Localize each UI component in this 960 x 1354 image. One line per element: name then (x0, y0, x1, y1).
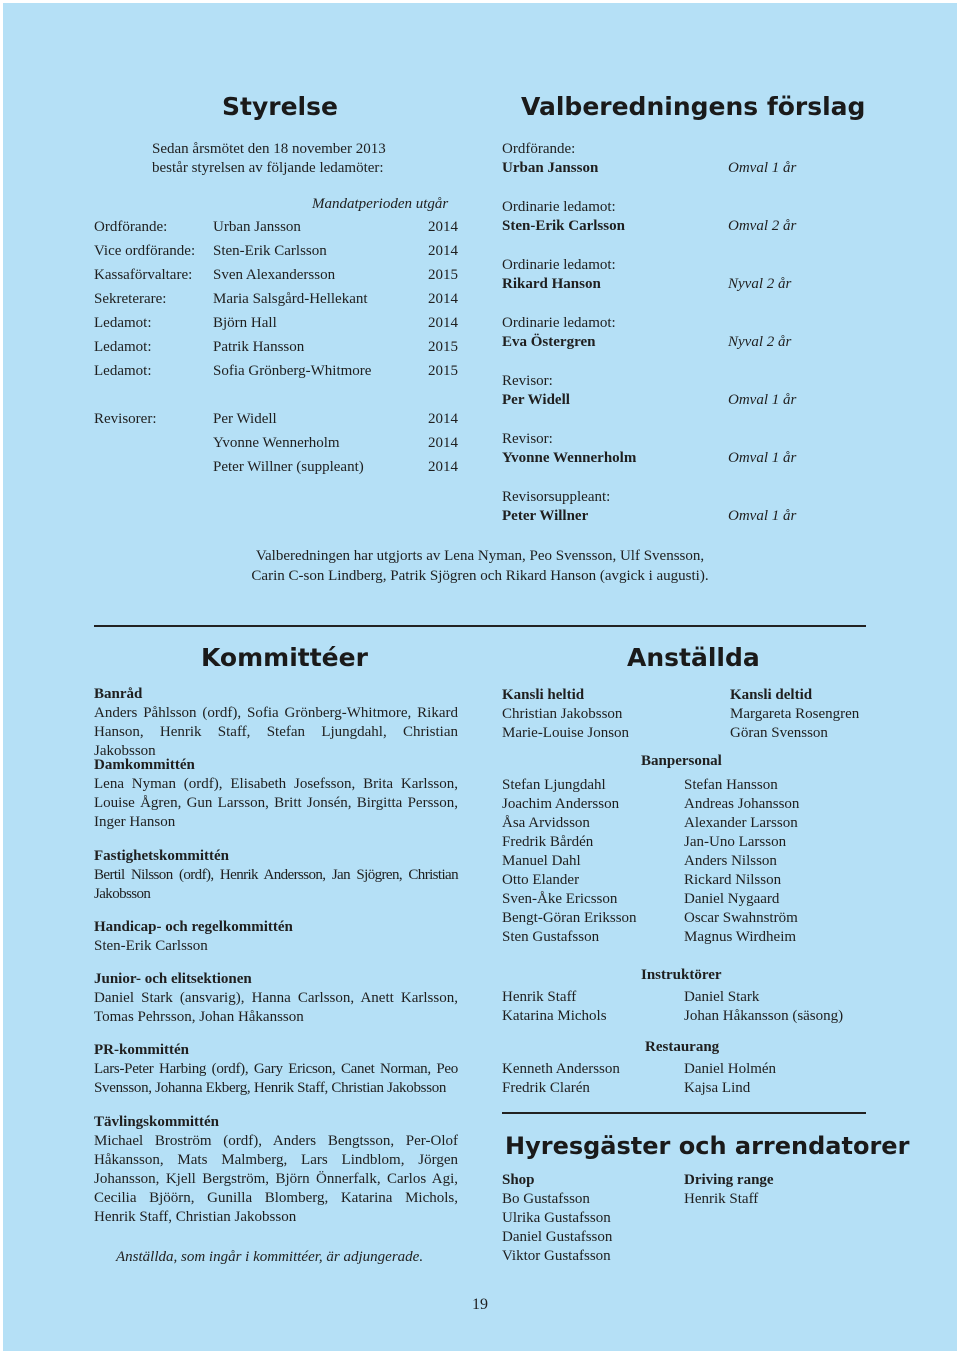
valberedning-role: Revisorsuppleant: (502, 489, 611, 505)
employee-name: Daniel Stark (684, 989, 760, 1005)
valberedning-term: Omval 1 år (728, 392, 797, 408)
instruktorer-right (684, 988, 864, 1026)
valberedning-note-line1: Valberedningen har utgjorts av Lena Nyman, Peo Svensson, Ulf Svensson, (255, 548, 705, 564)
employee-name: Oscar Swahnström (684, 910, 798, 926)
employee-name: Henrik Staff (502, 989, 577, 1005)
board-year: 2014 (428, 315, 458, 331)
committee (94, 918, 458, 956)
shop (502, 1171, 672, 1266)
valberedning-role: Ordförande: (502, 141, 576, 157)
valberedning-name: Peter Willner (502, 508, 589, 524)
board-role: Ledamot: (94, 315, 152, 331)
kansli-heltid (502, 686, 672, 743)
committee (94, 847, 458, 904)
committee-members: Michael Broström (ordf), Anders Bengtsson, Per-Olof Håkansson, Mats Malmberg, Lars Lindblom, Jörgen Johansson, Kjell Bergström, Björn Önnerfalk, Carlos Agi, Cecilia Bjöörn, Gunilla Blomberg, Katarina Michols, Henrik Staff, Christian Jakobsson (94, 1133, 458, 1225)
hyresgaster-title: Hyresgäster och arrendatorer (505, 1132, 910, 1160)
valberedning-role: Ordinarie ledamot: (502, 315, 616, 331)
valberedning-term: Omval 2 år (728, 218, 797, 234)
styrelse-intro-line2: består styrelsen av följande ledamöter: (152, 160, 384, 176)
valberedning-name: Sten-Erik Carlsson (502, 218, 625, 234)
valberedning-role: Ordinarie ledamot: (502, 199, 616, 215)
committee-name: Fastighetskommittén (94, 848, 229, 864)
employee-name: Christian Jakobsson (502, 706, 623, 722)
board-name: Sofia Grönberg-Whitmore (213, 363, 372, 379)
valberedning-item (502, 488, 822, 528)
valberedning-role: Revisor: (502, 373, 553, 389)
valberedning-term: Omval 1 år (728, 160, 797, 176)
board-row (94, 218, 458, 242)
employee-name: Jan-Uno Larsson (684, 834, 787, 850)
employee-name: Anders Nilsson (684, 853, 777, 869)
employee-name: Kajsa Lind (684, 1080, 751, 1096)
driving-range (684, 1171, 864, 1209)
valberedning-term: Omval 1 år (728, 508, 797, 524)
committee-members: Lars-Peter Harbing (ordf), Gary Ericson, Canet Norman, Peo Svensson, Johanna Ekberg, Henrik Staff, Christian Jakobsson (94, 1061, 458, 1096)
valberedning-term: Nyval 2 år (728, 334, 792, 350)
board-row (94, 458, 458, 482)
banpersonal-heading: Banpersonal (641, 753, 722, 769)
committee (94, 970, 458, 1027)
board-role: Ledamot: (94, 339, 152, 355)
anstallda-title: Anställda (627, 643, 760, 672)
employee-name: Andreas Johansson (684, 796, 800, 812)
valberedning-note-line2: Carin C-son Lindberg, Patrik Sjögren och Rikard Hanson (avgick i augusti). (251, 568, 709, 584)
kommitteer-footnote: Anställda, som ingår i kommittéer, är adjungerade. (116, 1249, 424, 1265)
shop-heading: Shop (502, 1172, 535, 1188)
section-divider (94, 625, 866, 627)
tenant-name: Viktor Gustafsson (502, 1248, 611, 1264)
committee (94, 1113, 458, 1227)
employee-name: Margareta Rosengren (730, 706, 860, 722)
valberedning-term: Nyval 2 år (728, 276, 792, 292)
hyresgaster-divider (502, 1112, 866, 1114)
committee-members: Daniel Stark (ansvarig), Hanna Carlsson, Anett Karlsson, Tomas Pehrsson, Johan Håkansson (94, 990, 458, 1025)
employee-name: Bengt-Göran Eriksson (502, 910, 637, 926)
board-row (94, 410, 458, 434)
tenant-name: Daniel Gustafsson (502, 1229, 613, 1245)
employee-name: Göran Svensson (730, 725, 828, 741)
valberedning-name: Yvonne Wennerholm (502, 450, 637, 466)
styrelse-title: Styrelse (222, 92, 338, 121)
board-name: Urban Jansson (213, 219, 301, 235)
kansli-deltid (730, 686, 890, 743)
instruktorer-left (502, 988, 672, 1026)
board-name: Sten-Erik Carlsson (213, 243, 327, 259)
tenant-name: Henrik Staff (684, 1191, 759, 1207)
employee-name: Johan Håkansson (säsong) (684, 1008, 844, 1024)
committee-name: Junior- och elitsektionen (94, 971, 252, 987)
kansli-deltid-heading: Kansli deltid (730, 687, 813, 703)
committee-name: Handicap- och regelkommittén (94, 919, 293, 935)
driving-range-heading: Driving range (684, 1172, 774, 1188)
valberedning-item (502, 314, 822, 354)
committee-members: Lena Nyman (ordf), Elisabeth Josefsson, Brita Karlsson, Louise Ågren, Gun Larsson, Britt Jonsén, Birgitta Persson, Inger Hanson (94, 776, 458, 830)
employee-name: Fredrik Clarén (502, 1080, 590, 1096)
valberedning-item (502, 198, 822, 238)
employee-name: Alexander Larsson (684, 815, 798, 831)
board-name: Patrik Hansson (213, 339, 305, 355)
committee-name: Banråd (94, 686, 143, 702)
valberedning-item (502, 256, 822, 296)
board-name: Yvonne Wennerholm (213, 435, 340, 451)
board-name: Sven Alexandersson (213, 267, 336, 283)
valberedning-name: Rikard Hanson (502, 276, 601, 292)
employee-name: Fredrik Bårdén (502, 834, 594, 850)
board-row (94, 362, 458, 386)
employee-name: Kenneth Andersson (502, 1061, 620, 1077)
valberedning-item (502, 430, 822, 470)
employee-name: Katarina Michols (502, 1008, 607, 1024)
employee-name: Daniel Nygaard (684, 891, 780, 907)
board-row (94, 266, 458, 290)
restaurang-heading: Restaurang (645, 1039, 720, 1055)
styrelse-intro-line1: Sedan årsmötet den 18 november 2013 (152, 141, 386, 157)
employee-name: Stefan Ljungdahl (502, 777, 606, 793)
committee-members: Bertil Nilsson (ordf), Henrik Andersson, Jan Sjögren, Christian Jakobsson (94, 867, 458, 902)
board-year: 2015 (428, 267, 458, 283)
board-name: Björn Hall (213, 315, 277, 331)
employee-name: Rickard Nilsson (684, 872, 782, 888)
committee-name: Damkommittén (94, 757, 195, 773)
board-year: 2015 (428, 363, 458, 379)
board-year: 2014 (428, 435, 458, 451)
valberedning-list (502, 140, 822, 530)
tenant-name: Bo Gustafsson (502, 1191, 590, 1207)
board-year: 2014 (428, 243, 458, 259)
valberedning-name: Urban Jansson (502, 160, 599, 176)
board-name: Per Widell (213, 411, 277, 427)
board-row (94, 338, 458, 362)
valberedning-title: Valberedningens förslag (521, 92, 866, 121)
valberedning-term: Omval 1 år (728, 450, 797, 466)
board-role: Sekreterare: (94, 291, 167, 307)
employee-name: Marie-Louise Jonson (502, 725, 630, 741)
board-role: Ledamot: (94, 363, 152, 379)
board-year: 2014 (428, 219, 458, 235)
tenant-name: Ulrika Gustafsson (502, 1210, 611, 1226)
board-year: 2014 (428, 459, 458, 475)
restaurang-left (502, 1060, 672, 1098)
committee-name: PR-kommittén (94, 1042, 189, 1058)
page (3, 3, 957, 1351)
valberedning-item (502, 372, 822, 412)
valberedning-name: Eva Östergren (502, 334, 596, 350)
committee-members: Sten-Erik Carlsson (94, 938, 208, 954)
kansli-heltid-heading: Kansli heltid (502, 687, 585, 703)
board-row (94, 290, 458, 314)
board-year: 2015 (428, 339, 458, 355)
employee-name: Stefan Hansson (684, 777, 778, 793)
valberedning-name: Per Widell (502, 392, 570, 408)
board-row (94, 242, 458, 266)
board-name: Peter Willner (suppleant) (213, 459, 364, 475)
instruktorer-heading: Instruktörer (641, 967, 722, 983)
page-number: 19 (472, 1296, 488, 1313)
employee-name: Magnus Wirdheim (684, 929, 797, 945)
kommitteer-title: Kommittéer (201, 643, 368, 672)
board-role: Ordförande: (94, 219, 168, 235)
board-role: Revisorer: (94, 411, 157, 427)
committee (94, 685, 458, 761)
employee-name: Otto Elander (502, 872, 580, 888)
committee-name: Tävlingskommittén (94, 1114, 220, 1130)
employee-name: Sten Gustafsson (502, 929, 600, 945)
board-role: Kassaförvaltare: (94, 267, 193, 283)
valberedning-item (502, 140, 822, 180)
board-role: Vice ordförande: (94, 243, 196, 259)
committee (94, 756, 458, 832)
board-table (94, 218, 458, 488)
committee (94, 1041, 458, 1098)
employee-name: Sven-Åke Ericsson (502, 891, 618, 907)
employee-name: Daniel Holmén (684, 1061, 777, 1077)
board-name: Maria Salsgård-Hellekant (213, 291, 368, 307)
employee-name: Manuel Dahl (502, 853, 581, 869)
employee-name: Åsa Arvidsson (502, 815, 590, 831)
board-year: 2014 (428, 411, 458, 427)
employee-name: Joachim Andersson (502, 796, 620, 812)
banpersonal-left (502, 776, 672, 947)
board-row (94, 434, 458, 458)
board-row (94, 314, 458, 338)
valberedning-role: Ordinarie ledamot: (502, 257, 616, 273)
period-header: Mandatperioden utgår (312, 196, 449, 212)
board-year: 2014 (428, 291, 458, 307)
committee-members: Anders Påhlsson (ordf), Sofia Grönberg-Whitmore, Rikard Hanson, Henrik Staff, Stefan Ljungdahl, Christian Jakobsson (94, 705, 458, 759)
restaurang-right (684, 1060, 864, 1098)
valberedning-role: Revisor: (502, 431, 553, 447)
banpersonal-right (684, 776, 864, 947)
